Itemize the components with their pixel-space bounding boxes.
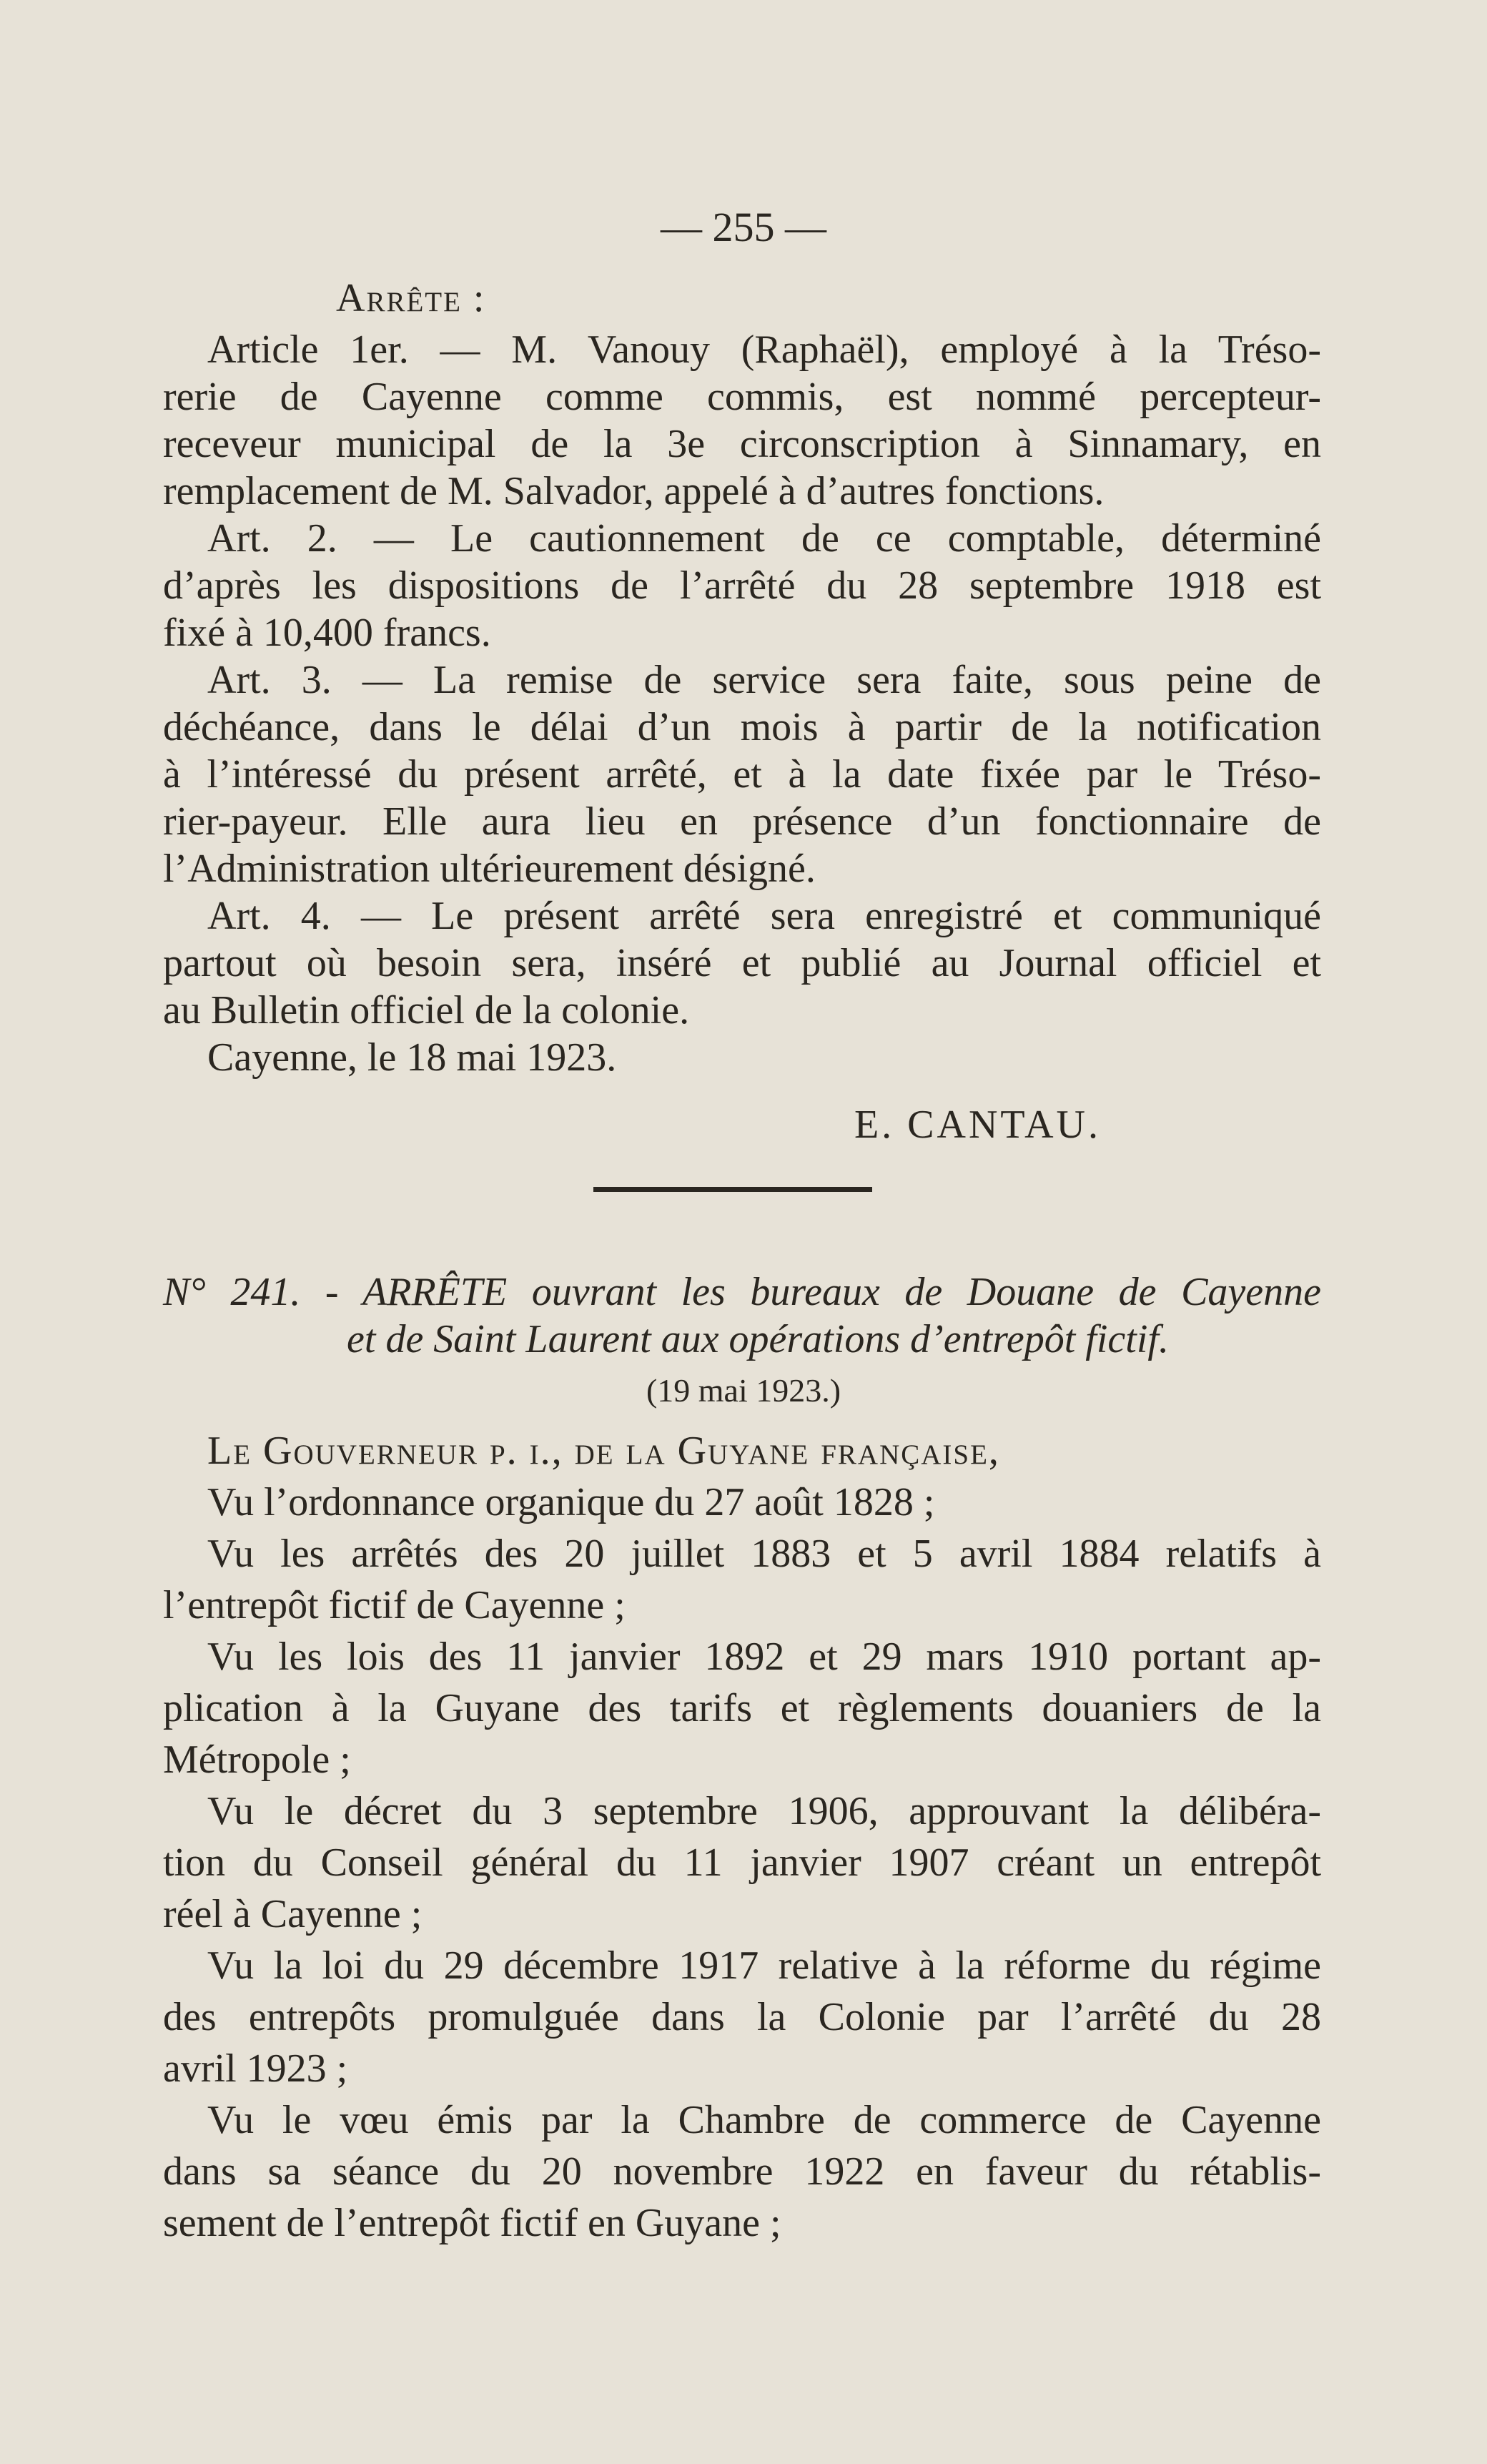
text-line: l’Administration ultérieurement désigné. [163, 847, 816, 891]
text-line: à l’intéressé du présent arrêté, et à la date fixée par le Tréso- [163, 752, 1321, 797]
text-line: fixé à 10,400 francs. [163, 611, 491, 655]
text-line: Métropole ; [163, 1738, 351, 1782]
text-line: Art. 2. — Le cautionnement de ce comptable, déterminé [207, 516, 1321, 561]
text-line: sement de l’entrepôt fictif en Guyane ; [163, 2201, 781, 2245]
text-line: Vu l’ordonnance organique du 27 août 1828 ; [207, 1480, 935, 1524]
text-line: réel à Cayenne ; [163, 1892, 423, 1936]
text-line: Vu le vœu émis par la Chambre de commerce de Cayenne [207, 2098, 1321, 2142]
text-line: plication à la Guyane des tarifs et règlements douaniers de la [163, 1686, 1321, 1730]
text-line: tion du Conseil général du 11 janvier 1907 créant un entrepôt [163, 1840, 1321, 1885]
text-line: Vu les arrêtés des 20 juillet 1883 et 5 avril 1884 relatifs à [207, 1532, 1321, 1576]
text-line: au Bulletin officiel de la colonie. [163, 988, 690, 1033]
text-line: d’après les dispositions de l’arrêté du 28 septembre 1918 est [163, 563, 1321, 608]
text-line: Vu les lois des 11 janvier 1892 et 29 mars 1910 portant ap- [207, 1635, 1321, 1679]
text-line: Art. 3. — La remise de service sera faite, sous peine de [207, 658, 1321, 702]
text-line: remplacement de M. Salvador, appelé à d’autres fonctions. [163, 469, 1105, 513]
text-line: partout où besoin sera, inséré et publié au Journal officiel et [163, 941, 1321, 985]
decree-title-line2: et de Saint Laurent aux opérations d’entrepôt fictif. [347, 1317, 1169, 1361]
text-line: Art. 4. — Le présent arrêté sera enregistré et communiqué [207, 894, 1321, 938]
text-line: rier-payeur. Elle aura lieu en présence d’un fonctionnaire de [163, 799, 1321, 844]
text-line: l’entrepôt fictif de Cayenne ; [163, 1583, 626, 1627]
decree-title-line1: N° 241. - ARRÊTE ouvrant les bureaux de Douane de Cayenne [163, 1270, 1321, 1314]
signature: E. CANTAU. [854, 1103, 1101, 1147]
text-line: des entrepôts promulguée dans la Colonie par l’arrêté du 28 [163, 1995, 1321, 2039]
text-line: avril 1923 ; [163, 2046, 348, 2091]
text-line: déchéance, dans le délai d’un mois à partir de la notification [163, 705, 1321, 749]
text-line: receveur municipal de la 3e circonscription à Sinnamary, en [163, 422, 1321, 466]
text-line: rerie de Cayenne comme commis, est nommé percepteur- [163, 375, 1321, 419]
page-number: — 255 — [661, 204, 826, 250]
arrete-heading: Arrête : [336, 276, 486, 320]
text-line: Vu la loi du 29 décembre 1917 relative à la réforme du régime [207, 1943, 1321, 1988]
section-divider [593, 1187, 872, 1192]
decree-date: (19 mai 1923.) [646, 1372, 841, 1409]
text-line: Cayenne, le 18 mai 1923. [207, 1035, 617, 1080]
text-line: Le Gouverneur p. i., de la Guyane française, [207, 1429, 1000, 1473]
text-line: Vu le décret du 3 septembre 1906, approuvant la délibéra- [207, 1789, 1321, 1833]
text-line: dans sa séance du 20 novembre 1922 en faveur du rétablis- [163, 2149, 1321, 2194]
text-line: Article 1er. — M. Vanouy (Raphaël), employé à la Tréso- [207, 327, 1321, 372]
